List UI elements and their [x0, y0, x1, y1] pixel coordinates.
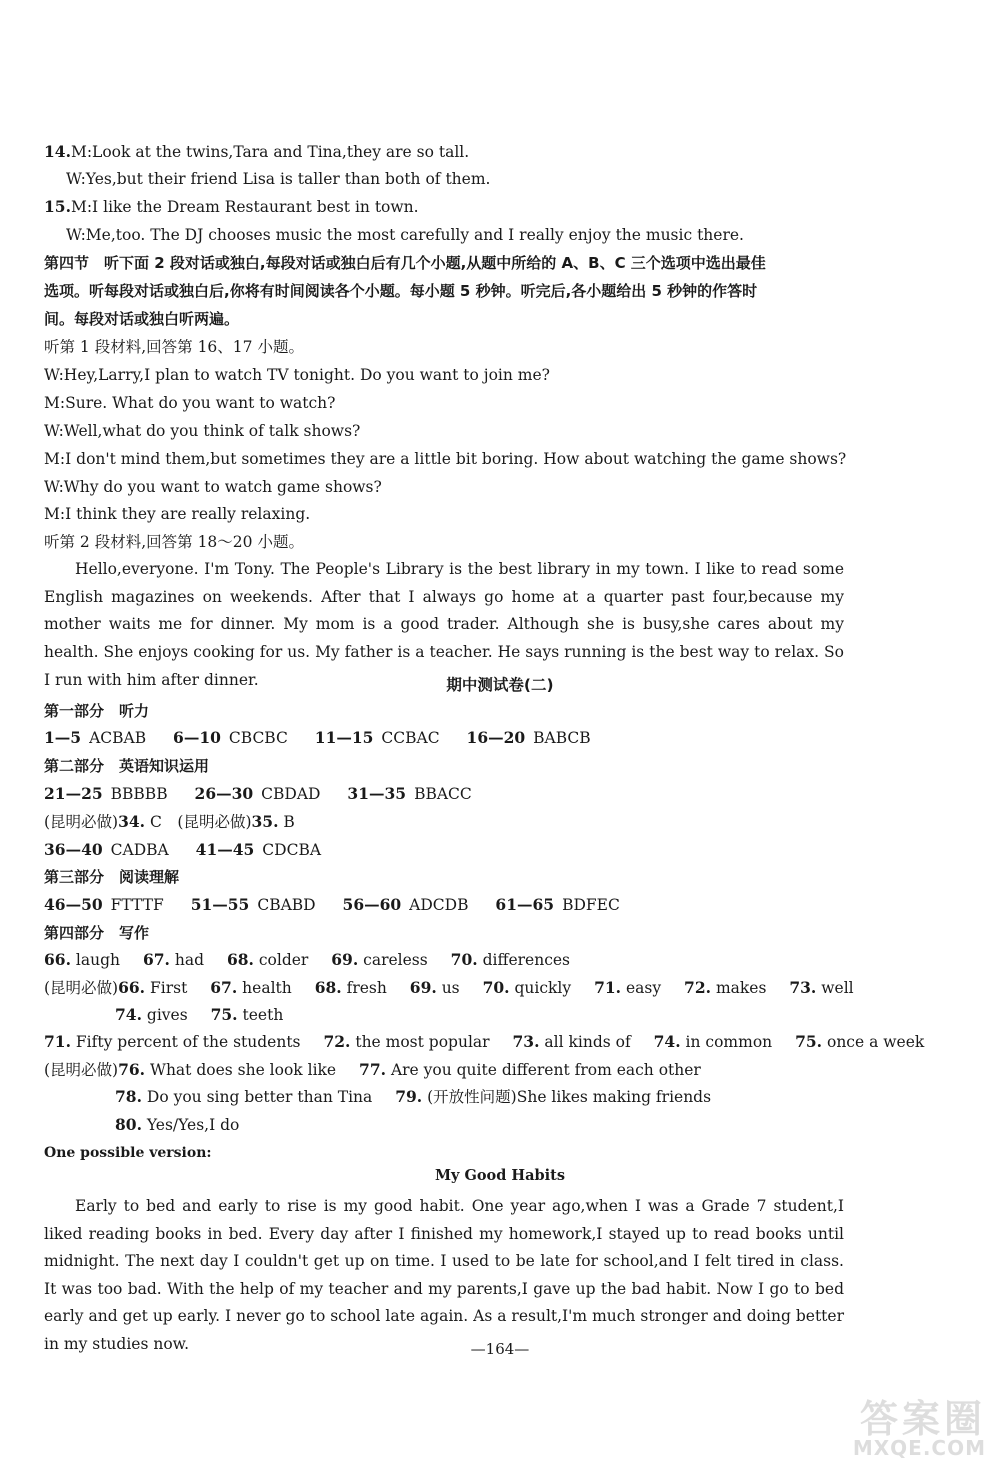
q14-m-line: 14.M:Look at the twins,Tara and Tina,they are so tall.: [44, 142, 470, 161]
answers-66-70: 66. laugh 67. had 68. colder 69. careless 70. differences: [44, 950, 570, 969]
answer-group: 51—55 CBABD: [190, 895, 316, 914]
part2-answers-row1: [44, 783, 494, 805]
dialogue-line: W:Hey,Larry,I plan to watch TV tonight. Do you want to join me?: [44, 366, 550, 384]
monologue-paragraph: Hello,everyone. I'm Tony. The People's Library is the best library in my town. I like to read some English magazines on weekends. After that I always go home at a quarter past four,because my mother waits me for dinner. My mom is a good trader. Although she is busy,she cares about my health. She enjoys cooking for us. My father is a teacher. He says running is the best way to relax. So I run with him after dinner.: [44, 560, 844, 689]
version-label: One possible version:: [44, 1145, 212, 1161]
dialogue-line: M:I think they are really relaxing.: [44, 505, 311, 523]
watermark-logo: 答案圈 MXQE.COM: [852, 1397, 986, 1460]
answer-group: 11—15 CCBAC: [314, 728, 440, 747]
part4-title: 第四部分 写作: [44, 924, 150, 942]
part2-answers-row3: [44, 839, 343, 861]
answer-group: 41—45 CDCBA: [195, 840, 322, 859]
part1-title: 第一部分 听力: [44, 702, 150, 720]
answer-group: 56—60 ADCDB: [342, 895, 469, 914]
dialogue-line: M:Sure. What do you want to watch?: [44, 394, 336, 412]
section4-line3: 间。每段对话或独白听两遍。: [44, 310, 240, 328]
dialogue-line: W:Why do you want to watch game shows?: [44, 478, 382, 496]
essay-paragraph: Early to bed and early to rise is my good habit. One year ago,when I was a Grade 7 student,I liked reading books in bed. Every day after I finished my homework,I stayed up to read books until midnight. The next day I couldn't get up on time. I used to be late for school,and I felt tired in class. It was too bad. With the help of my teacher and my parents,I gave up the bad habit. Now I go to bed early and get up early. I never go to school late again. As a result,I'm much stronger and doing better in my studies now.: [44, 1197, 844, 1353]
part2-kunming-row: (昆明必做)34. C (昆明必做)35. B: [44, 812, 295, 831]
answer-group: 1—5 ACBAB: [44, 728, 147, 747]
answer-group: 46—50 FTTTF: [44, 895, 164, 914]
part3-title: 第三部分 阅读理解: [44, 868, 180, 886]
section4-line2: 选项。听每段对话或独白后,你将有时间阅读各个小题。每小题 5 秒钟。听完后,各小题给出 5 秒钟的作答时: [44, 282, 758, 300]
page-number: —164—: [470, 1340, 530, 1358]
dialogue-line: W:Well,what do you think of talk shows?: [44, 422, 361, 440]
kunming-answers-74-75: 74. gives 75. teeth: [115, 1005, 284, 1024]
q15-w-line: W:Me,too. The DJ chooses music the most carefully and I really enjoy the music there.: [66, 226, 744, 244]
material1-intro: 听第 1 段材料,回答第 16、17 小题。: [44, 338, 304, 356]
answer-group: 26—30 CBDAD: [194, 784, 321, 803]
part2-title: 第二部分 英语知识运用: [44, 757, 210, 775]
answer-80: 80. Yes/Yes,I do: [115, 1115, 240, 1134]
section4-line1: 第四节 听下面 2 段对话或独白,每段对话或独白后有几个小题,从题中所给的 A、B、C 三个选项中选出最佳: [44, 254, 766, 272]
q14-w-line: W:Yes,but their friend Lisa is taller than both of them.: [66, 170, 491, 188]
answers-78-79: 78. Do you sing better than Tina 79. (开放性问题)She likes making friends: [115, 1087, 712, 1106]
midterm-title: 期中测试卷(二): [446, 676, 554, 694]
part1-answers: [44, 727, 613, 749]
essay-title: My Good Habits: [434, 1167, 566, 1184]
answer-group: 6—10 CBCBC: [173, 728, 288, 747]
answer-group: 36—40 CADBA: [44, 840, 169, 859]
answer-group: 31—35 BBACC: [347, 784, 472, 803]
answer-group: 16—20 BABCB: [466, 728, 591, 747]
answer-group: 61—65 BDFEC: [495, 895, 620, 914]
dialogue-line: M:I don't mind them,but sometimes they are a little bit boring. How about watching the game shows?: [44, 450, 847, 468]
q15-m-line: 15.M:I like the Dream Restaurant best in town.: [44, 197, 419, 216]
answer-group: 21—25 BBBBB: [44, 784, 168, 803]
kunming-answers-66-73: (昆明必做)66. First 67. health 68. fresh 69. us 70. quickly 71. easy 72. makes 73. well: [44, 978, 854, 997]
material2-intro: 听第 2 段材料,回答第 18～20 小题。: [44, 533, 304, 551]
kunming-answers-76-77: (昆明必做)76. What does she look like 77. Are you quite different from each other: [44, 1060, 701, 1079]
part3-answers: [44, 894, 642, 916]
answers-71-75: 71. Fifty percent of the students 72. the most popular 73. all kinds of 74. in common 75. once a week: [44, 1032, 925, 1051]
